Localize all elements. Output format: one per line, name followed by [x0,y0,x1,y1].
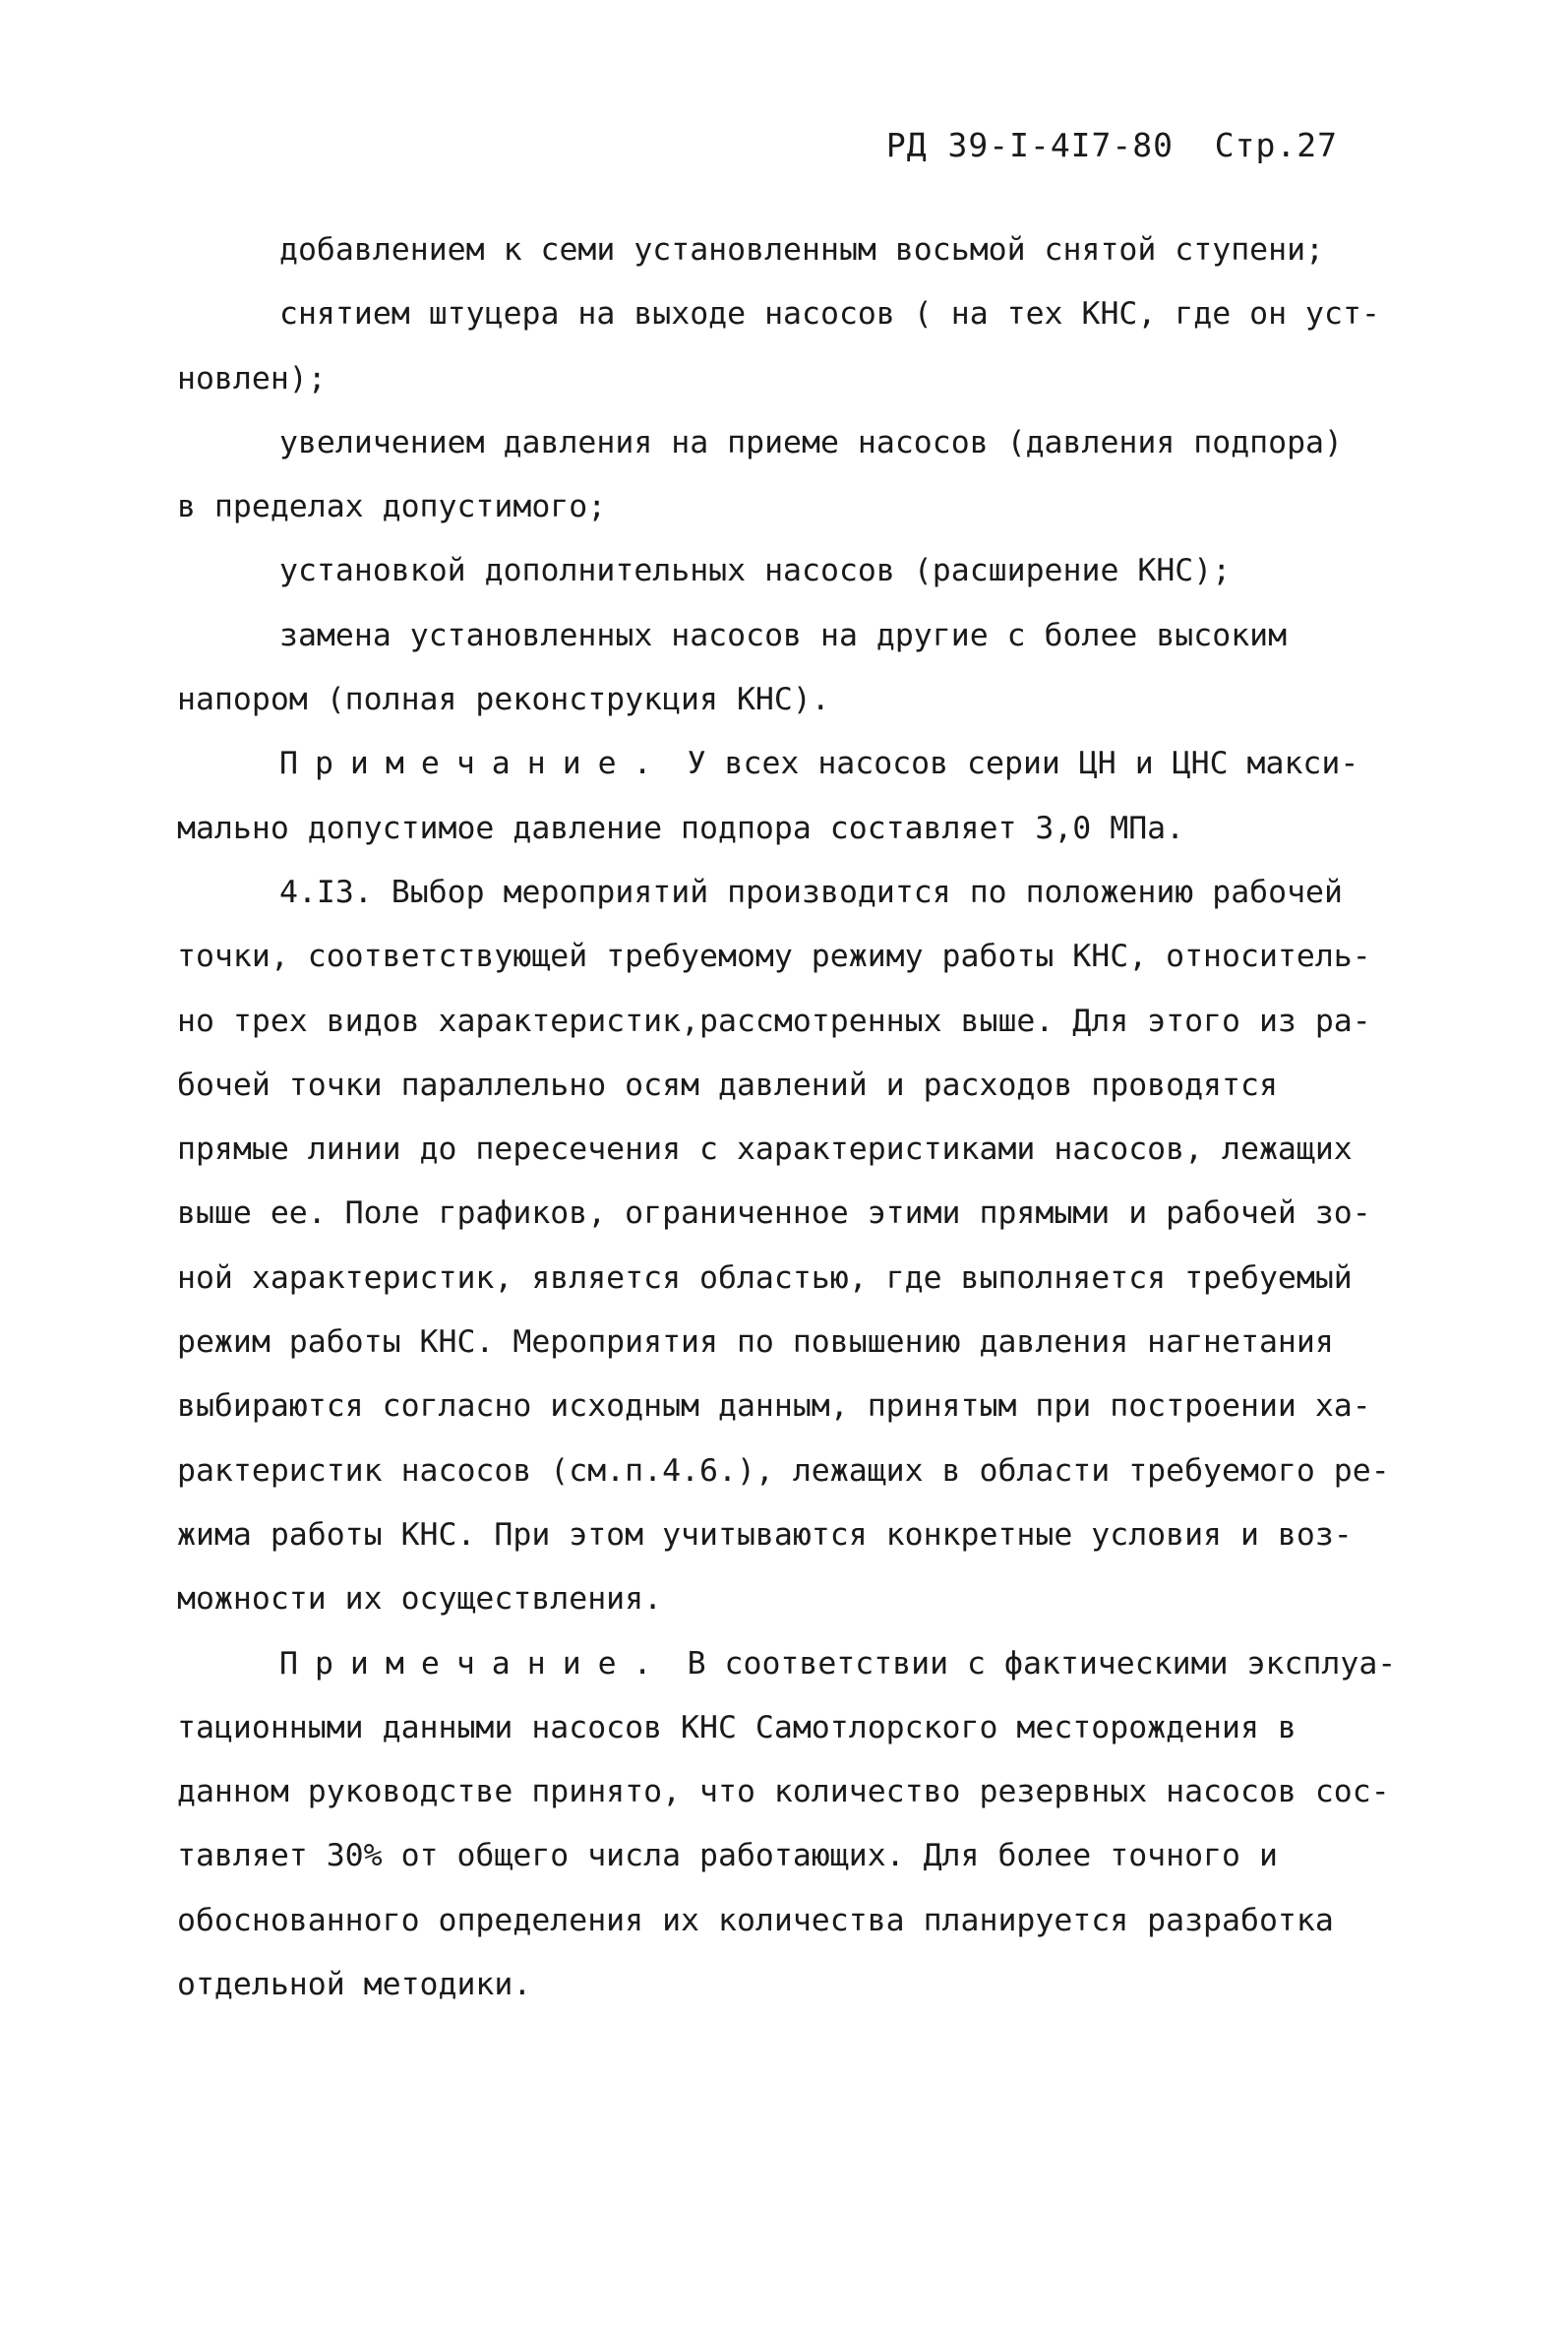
page-header [886,126,1338,164]
text-line: режим работы КНС. Мероприятия по повышению давления нагнетания [177,1324,1334,1361]
text-line: бочей точки параллельно осям давлений и расходов проводятся [177,1067,1278,1103]
text-line: напором (полная реконструкция КНС). [177,682,830,718]
text-line: увеличением давления на приеме насосов (давления подпора) [279,424,1343,460]
text-line: данном руководстве принято, что количество резервных насосов сос- [177,1774,1390,1810]
text-line: выше ее. Поле графиков, ограниченное этими прямыми и рабочей зо- [177,1195,1371,1232]
text-line: точки, соответствующей требуемому режиму работы КНС, относитель- [177,939,1371,975]
note-1-first-line [177,732,1436,796]
text-line: отдельной методики. [177,1967,532,2003]
text-line: прямые линии до пересечения с характеристиками насосов, лежащих [177,1132,1353,1168]
text-line: тационными данными насосов КНС Самотлорского месторождения в [177,1709,1297,1745]
text-line: ной характеристик, является областью, где выполняется требуемый [177,1259,1353,1296]
note-1-text: У всех насосов серии ЦН и ЦНС макси- [668,746,1359,782]
text-line: жима работы КНС. При этом учитываются конкретные условия и воз- [177,1516,1353,1553]
text-line: установкой дополнительных насосов (расширение КНС); [279,553,1232,589]
text-line: можности их осуществления. [177,1581,663,1618]
note-2-text: В соответствии с фактическими эксплуа- [668,1645,1397,1682]
text-line: но трех видов характеристик,рассмотренных выше. Для этого из ра- [177,1003,1371,1039]
text-line: добавлением к семи установленным восьмой снятой ступени; [279,232,1325,268]
page-number: Стр.27 [1214,126,1338,164]
note-2-label: Примечание. [279,1645,669,1682]
text-line: новлен); [177,360,327,397]
text-line: тавляет 30% от общего числа работающих. Для более точного и [177,1838,1278,1874]
text-line: выбираются согласно исходным данным, принятым при построении ха- [177,1388,1371,1425]
text-line: в пределах допустимого; [177,489,607,525]
section-4-13-first-line: 4.I3. Выбор мероприятий производится по положению рабочей [279,874,1343,910]
note-1-label: Примечание. [279,746,669,782]
note-2-first-line [177,1632,1436,1696]
document-body [177,218,1436,2017]
text-line: снятием штуцера на выходе насосов ( на тех КНС, где он уст- [279,296,1380,333]
document-code: РД 39-I-4I7-80 [885,126,1175,164]
text-line: замена установленных насосов на другие с более высоким [279,617,1288,653]
text-line: рактеристик насосов (см.п.4.6.), лежащих в области требуемого ре- [177,1452,1390,1489]
text-line: мально допустимое давление подпора составляет 3,0 МПа. [177,810,1185,846]
text-line: обоснованного определения их количества планируется разработка [177,1902,1334,1938]
